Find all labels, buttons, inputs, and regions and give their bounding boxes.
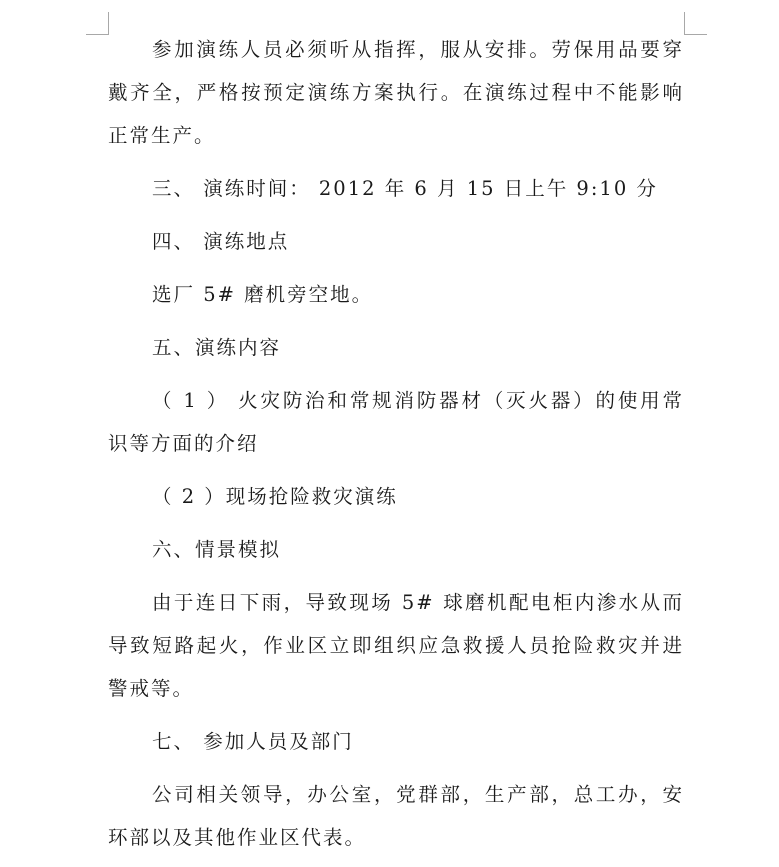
- paragraph-drill-location: 选厂 5# 磨机旁空地。: [152, 283, 374, 306]
- heading-scenario: 六、情景模拟: [152, 538, 282, 561]
- paragraph-content-item-1: （ 1 ） 火灾防治和常规消防器材（灭火器）的使用常识等方面的介绍: [108, 389, 684, 455]
- heading-participants: 七、 参加人员及部门: [152, 730, 354, 753]
- paragraph-scenario: 由于连日下雨，导致现场 5# 球磨机配电柜内渗水从而导致短路起火，作业区立即组织应急救援人员抢险救灾并进警戒等。: [108, 591, 684, 700]
- heading-drill-location: 四、 演练地点: [152, 230, 290, 253]
- margin-corner-top-left: [86, 12, 109, 35]
- paragraph-participants: 公司相关领导，办公室，党群部，生产部，总工办，安环部以及其他作业区代表。: [108, 783, 684, 849]
- paragraph-content-item-2: （ 2 ）现场抢险救灾演练: [152, 485, 398, 508]
- paragraph-drill-rules: 参加演练人员必须听从指挥，服从安排。劳保用品要穿戴齐全，严格按预定演练方案执行。在演练过程中不能影响正常生产。: [108, 38, 684, 147]
- paragraph-drill-time: 三、 演练时间： 2012 年 6 月 15 日上午 9:10 分: [152, 177, 658, 200]
- document-body[interactable]: [108, 28, 684, 859]
- heading-drill-content: 五、演练内容: [152, 336, 282, 359]
- margin-corner-top-right: [684, 12, 707, 35]
